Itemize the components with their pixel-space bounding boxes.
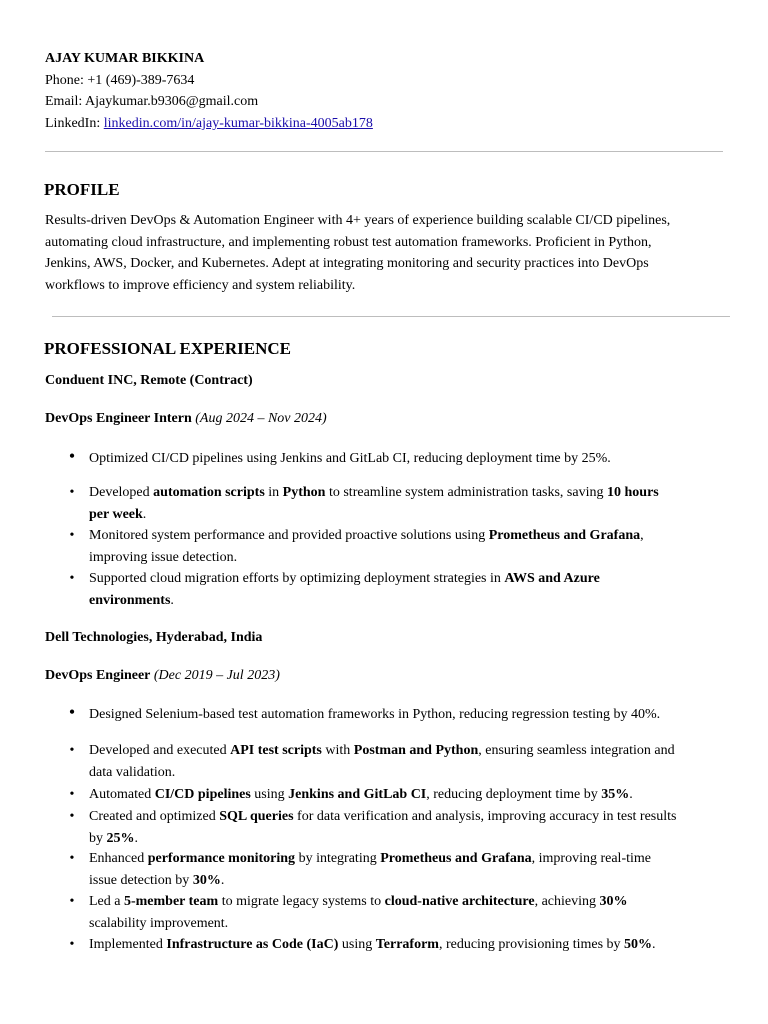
job-role: DevOps Engineer bbox=[45, 668, 151, 683]
job-bullet bbox=[69, 740, 729, 783]
profile-heading: PROFILE bbox=[44, 180, 120, 199]
job-company: Dell Technologies, Hyderabad, India bbox=[45, 630, 263, 645]
job-role-line bbox=[45, 665, 280, 687]
bullet-line bbox=[89, 762, 729, 784]
bullet-text: improving issue detection. bbox=[89, 549, 238, 565]
bullet-text: Created and optimized bbox=[89, 809, 220, 824]
bullet-text: using bbox=[338, 937, 376, 952]
bullet-dot-icon: • bbox=[69, 571, 75, 586]
divider-profile bbox=[52, 316, 730, 317]
bullet-dot-icon: • bbox=[69, 851, 75, 866]
bullet-text-bold: 5-member team bbox=[123, 894, 219, 909]
bullet-text-bold: 35% bbox=[601, 787, 630, 802]
divider-header bbox=[45, 151, 723, 152]
job-bullet bbox=[69, 784, 729, 806]
bullet-text: using bbox=[250, 787, 289, 802]
bullet-text-bold: Prometheus and Grafana bbox=[488, 528, 641, 543]
bullet-text: Automated bbox=[89, 787, 155, 802]
bullet-line bbox=[89, 870, 729, 892]
bullet-text-bold: per week bbox=[89, 506, 143, 522]
bullet-dot-icon: • bbox=[69, 528, 75, 543]
bullet-line bbox=[89, 568, 729, 590]
bullet-text: . bbox=[652, 937, 656, 952]
bullet-text: Implemented bbox=[89, 937, 167, 952]
bullet-dot-icon: • bbox=[69, 894, 75, 909]
bullet-dot-icon: • bbox=[69, 809, 75, 824]
bullet-text-bold: environments bbox=[89, 592, 171, 608]
bullet-text: Enhanced bbox=[89, 851, 148, 866]
bullet-text: . bbox=[220, 872, 225, 888]
bullet-text-bold: SQL queries bbox=[219, 809, 294, 824]
job-dates: (Aug 2024 – Nov 2024) bbox=[195, 411, 327, 426]
bullet-dot-icon: • bbox=[69, 787, 75, 802]
bullet-line bbox=[89, 891, 729, 913]
phone-line: Phone: +1 (469)-389-7634 bbox=[45, 73, 195, 88]
linkedin-label: LinkedIn: bbox=[45, 116, 104, 131]
bullet-text-bold: automation scripts bbox=[153, 485, 265, 500]
bullet-text-bold: 10 hours bbox=[607, 485, 659, 500]
bullet-line bbox=[89, 784, 729, 806]
bullet-text-bold: AWS and Azure bbox=[504, 571, 600, 586]
job-bullet bbox=[68, 446, 729, 470]
profile-summary bbox=[45, 210, 670, 296]
bullet-text-bold: 30% bbox=[599, 894, 628, 909]
profile-line: automating cloud infrastructure, and implementing robust test automation frameworks. Proficient in Python, bbox=[45, 234, 652, 250]
bullet-dot-icon: • bbox=[69, 937, 75, 952]
bullet-text-bold: cloud-native architecture bbox=[384, 894, 535, 909]
job-bullet bbox=[69, 482, 729, 525]
bullet-line bbox=[89, 482, 729, 504]
bullet-dot-icon: • bbox=[68, 702, 76, 722]
profile-line: Jenkins, AWS, Docker, and Kubernetes. Adept at integrating monitoring and security practices into DevOps bbox=[45, 256, 649, 271]
bullet-text-bold: Terraform bbox=[375, 937, 439, 952]
bullet-text: issue detection by bbox=[89, 872, 193, 888]
bullet-text-bold: Python bbox=[282, 485, 326, 500]
bullet-text: Supported cloud migration efforts by optimizing deployment strategies in bbox=[89, 571, 505, 586]
bullet-text-bold: Infrastructure as Code (IaC) bbox=[166, 937, 339, 952]
bullet-line bbox=[89, 934, 729, 956]
candidate-name: AJAY KUMAR BIKKINA bbox=[45, 51, 205, 66]
bullet-text: . bbox=[170, 592, 174, 608]
job-bullet bbox=[69, 525, 729, 568]
bullet-line bbox=[89, 806, 729, 828]
bullet-text: Led a bbox=[89, 894, 124, 909]
bullet-line bbox=[89, 448, 729, 470]
bullet-line bbox=[89, 740, 729, 762]
bullet-text-bold: API test scripts bbox=[230, 743, 322, 758]
bullet-text-bold: 25% bbox=[106, 830, 135, 846]
job-bullet bbox=[69, 806, 729, 849]
job-role: DevOps Engineer Intern bbox=[45, 411, 192, 426]
bullet-text: Optimized CI/CD pipelines using Jenkins and GitLab CI, reducing deployment time by 25%. bbox=[89, 451, 611, 466]
job-bullet bbox=[69, 848, 729, 891]
bullet-text: , improving real-time bbox=[531, 851, 651, 866]
bullet-text: Developed and executed bbox=[89, 743, 231, 758]
bullet-text-bold: 50% bbox=[624, 937, 653, 952]
bullet-line bbox=[89, 504, 729, 526]
bullet-text-bold: Postman and Python bbox=[353, 743, 479, 758]
bullet-text: in bbox=[264, 485, 283, 500]
bullet-text: Designed Selenium-based test automation frameworks in Python, reducing regression testing by 40%. bbox=[89, 707, 661, 722]
profile-line: workflows to improve efficiency and system reliability. bbox=[45, 277, 356, 293]
bullet-text: to streamline system administration tasks, saving bbox=[325, 485, 607, 500]
bullet-line bbox=[89, 828, 729, 850]
bullet-line bbox=[89, 704, 729, 726]
bullet-text: scalability improvement. bbox=[89, 915, 229, 931]
bullet-dot-icon: • bbox=[68, 446, 76, 466]
linkedin-line bbox=[45, 113, 373, 135]
job-bullet bbox=[69, 891, 729, 934]
bullet-text-bold: performance monitoring bbox=[147, 851, 296, 866]
job-company: Conduent INC, Remote (Contract) bbox=[45, 373, 253, 388]
bullet-dot-icon: • bbox=[69, 743, 75, 758]
bullet-text: , bbox=[640, 528, 644, 543]
bullet-text: to migrate legacy systems to bbox=[218, 894, 385, 909]
job-bullet bbox=[69, 568, 729, 611]
job-role-line bbox=[45, 408, 327, 430]
linkedin-link[interactable]: linkedin.com/in/ajay-kumar-bikkina-4005ab178 bbox=[103, 116, 373, 131]
job-bullet bbox=[69, 934, 729, 956]
bullet-text: by bbox=[89, 830, 107, 846]
bullet-text: with bbox=[321, 743, 354, 758]
bullet-text: , ensuring seamless integration and bbox=[478, 743, 675, 758]
email-line: Email: Ajaykumar.b9306@gmail.com bbox=[45, 94, 259, 109]
bullet-text: for data verification and analysis, improving accuracy in test results bbox=[293, 809, 677, 824]
job-dates: (Dec 2019 – Jul 2023) bbox=[153, 668, 280, 683]
bullet-text: data validation. bbox=[89, 764, 176, 780]
experience-heading: PROFESSIONAL EXPERIENCE bbox=[44, 339, 292, 358]
job-bullet bbox=[68, 702, 729, 726]
bullet-text-bold: 30% bbox=[192, 872, 221, 888]
bullet-text: Monitored system performance and provided proactive solutions using bbox=[89, 528, 489, 543]
bullet-text: . bbox=[629, 787, 633, 802]
bullet-line bbox=[89, 848, 729, 870]
bullet-line bbox=[89, 525, 729, 547]
bullet-text: . bbox=[134, 830, 138, 846]
bullet-text-bold: CI/CD pipelines bbox=[154, 787, 251, 802]
bullet-line bbox=[89, 590, 729, 612]
bullet-line bbox=[89, 547, 729, 569]
bullet-text: , reducing provisioning times by bbox=[438, 937, 625, 952]
bullet-text: , achieving bbox=[534, 894, 600, 909]
bullet-text: by integrating bbox=[295, 851, 381, 866]
bullet-line bbox=[89, 913, 729, 935]
profile-line: Results-driven DevOps & Automation Engineer with 4+ years of experience building scalable CI/CD pipelines, bbox=[45, 213, 671, 228]
bullet-text-bold: Prometheus and Grafana bbox=[380, 851, 532, 866]
bullet-text: . bbox=[142, 506, 147, 522]
bullet-dot-icon: • bbox=[69, 485, 75, 500]
bullet-text: Developed bbox=[89, 485, 154, 500]
bullet-text-bold: Jenkins and GitLab CI bbox=[288, 787, 427, 802]
bullet-text: , reducing deployment time by bbox=[426, 787, 602, 802]
